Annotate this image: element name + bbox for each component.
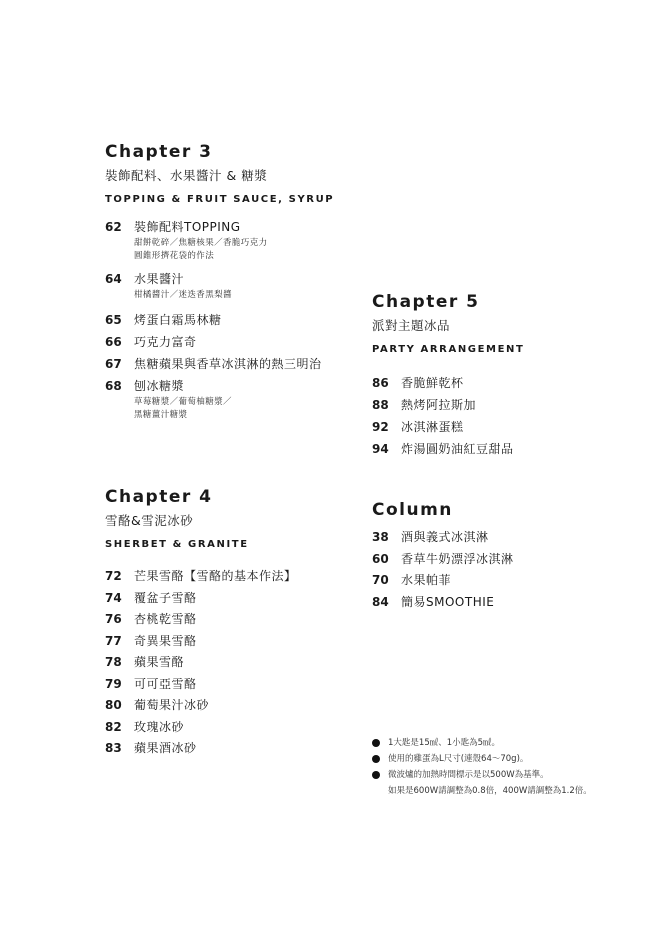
page-number: 70 [372, 573, 389, 587]
toc-entry[interactable] [105, 676, 297, 692]
chapter-title: Chapter 5 [372, 292, 480, 312]
page-number: 76 [105, 612, 122, 626]
toc-entry[interactable] [105, 378, 334, 422]
toc-entry[interactable] [372, 551, 514, 567]
toc-entry[interactable] [105, 633, 297, 649]
page-number: 64 [105, 272, 122, 286]
note-text: 使用的雞蛋為L尺寸(連殼64～70g)。 [388, 754, 529, 764]
toc-entry[interactable] [372, 419, 524, 435]
chapter-subtitle-zh: 派對主題冰品 [372, 318, 451, 333]
page-number: 92 [372, 420, 389, 434]
toc-entry[interactable] [105, 271, 334, 302]
entry-title: 刨冰糖漿 [134, 379, 185, 393]
toc-entry[interactable] [105, 654, 297, 670]
entry-title: 烤蛋白霜馬林糖 [134, 313, 222, 327]
bullet-icon [372, 755, 380, 763]
entry-title: 香草牛奶漂浮冰淇淋 [401, 551, 514, 566]
toc-entry[interactable] [372, 529, 514, 545]
note-item [372, 735, 592, 751]
page-number: 67 [105, 357, 122, 371]
entry-title: 奇異果雪酪 [134, 633, 197, 648]
page-number: 78 [105, 655, 122, 669]
entry-title: 巧克力富奇 [134, 335, 197, 349]
chapter-subtitle-en: SHERBET & GRANITE [105, 539, 249, 550]
page-number: 88 [372, 398, 389, 412]
entry-title: 熱烤阿拉斯加 [401, 398, 477, 412]
entry-title: 裝飾配料TOPPING [134, 220, 241, 234]
note-item [372, 767, 592, 783]
page-number: 60 [372, 551, 389, 566]
entry-title: 覆盆子雪酪 [134, 590, 197, 605]
chapter-subtitle-zh: 裝飾配料、水果醬汁 & 糖漿 [105, 168, 268, 183]
entry-sub: 草莓糖漿／葡萄柚糖漿／ [134, 397, 232, 407]
toc-entry[interactable] [372, 441, 524, 457]
entry-title: 酒與義式冰淇淋 [401, 530, 489, 544]
toc-entry[interactable] [105, 611, 297, 627]
entry-title: 可可亞雪酪 [134, 676, 197, 691]
bullet-icon [372, 739, 380, 747]
entry-title: 芒果雪酪【雪酪的基本作法】 [134, 569, 297, 583]
page-number: 94 [372, 442, 389, 456]
note-item [372, 751, 592, 767]
entry-title: 杏桃乾雪酪 [134, 612, 197, 626]
toc-entry[interactable] [105, 590, 297, 606]
note-text: 1大匙是15㎖、1小匙為5㎖。 [388, 738, 501, 748]
entry-title: 冰淇淋蛋糕 [401, 420, 464, 434]
chapter-title: Chapter 3 [105, 142, 213, 162]
chapter-3-section [105, 141, 334, 422]
page-number: 83 [105, 741, 122, 755]
toc-entry[interactable] [105, 312, 334, 328]
toc-entry[interactable] [105, 356, 334, 372]
entry-sub: 圓錐形擠花袋的作法 [134, 251, 215, 261]
toc-entry[interactable] [105, 568, 297, 584]
entry-title: 炸湯圓奶油紅豆甜品 [401, 442, 514, 456]
entry-title: 焦糖蘋果與香草冰淇淋的熱三明治 [134, 357, 322, 371]
toc-entry[interactable] [105, 719, 297, 735]
entry-title: 葡萄果汁冰砂 [134, 698, 210, 712]
page-number: 72 [105, 569, 122, 583]
page-number: 66 [105, 335, 122, 349]
chapter-subtitle-zh: 雪酪&雪泥冰砂 [105, 513, 194, 528]
entry-title: 香脆鮮乾杯 [401, 376, 464, 390]
page-number: 79 [105, 676, 122, 691]
entry-sub: 柑橘醬汁／迷迭香黑梨醬 [134, 290, 232, 300]
column-title: Column [372, 500, 453, 520]
chapter-4-section [105, 486, 297, 756]
page-number: 62 [105, 220, 122, 234]
page-number: 86 [372, 376, 389, 390]
page-number: 84 [372, 594, 389, 609]
entry-title: 蘋果雪酪 [134, 655, 185, 669]
page-number: 77 [105, 633, 122, 648]
toc-entry[interactable] [372, 397, 524, 413]
bullet-icon [372, 771, 380, 779]
entry-title: 玫瑰冰砂 [134, 719, 185, 734]
chapter-subtitle-en: TOPPING & FRUIT SAUCE, SYRUP [105, 194, 335, 205]
chapter-5-section [372, 291, 524, 457]
toc-entry[interactable] [105, 334, 334, 350]
entry-title: 水果帕菲 [401, 573, 452, 587]
note-text: 微波爐的加熱時間標示是以500W為基準。 [388, 770, 549, 780]
entry-title: 簡易SMOOTHIE [401, 594, 495, 609]
entry-sub: 甜餅乾碎／焦糖核果／香脆巧克力 [134, 238, 268, 248]
toc-entry[interactable] [105, 219, 334, 263]
entry-title: 水果醬汁 [134, 272, 185, 286]
page-number: 38 [372, 530, 389, 544]
page-number: 74 [105, 590, 122, 605]
toc-entry[interactable] [372, 572, 514, 588]
toc-entry[interactable] [372, 594, 514, 610]
note-continuation: 如果是600W請調整為0.8倍，400W請調整為1.2倍。 [388, 786, 592, 796]
toc-entry[interactable] [105, 697, 297, 713]
toc-entry[interactable] [372, 375, 524, 391]
page-number: 82 [105, 719, 122, 734]
entry-sub: 黑糖薑汁糖漿 [134, 410, 188, 420]
page-number: 68 [105, 379, 122, 393]
notes [372, 735, 592, 799]
entry-title: 蘋果酒冰砂 [134, 741, 197, 755]
page-number: 65 [105, 313, 122, 327]
toc-entry[interactable] [105, 740, 297, 756]
column-section [372, 499, 514, 610]
page-number: 80 [105, 698, 122, 712]
chapter-title: Chapter 4 [105, 487, 213, 507]
chapter-subtitle-en: PARTY ARRANGEMENT [372, 344, 525, 355]
